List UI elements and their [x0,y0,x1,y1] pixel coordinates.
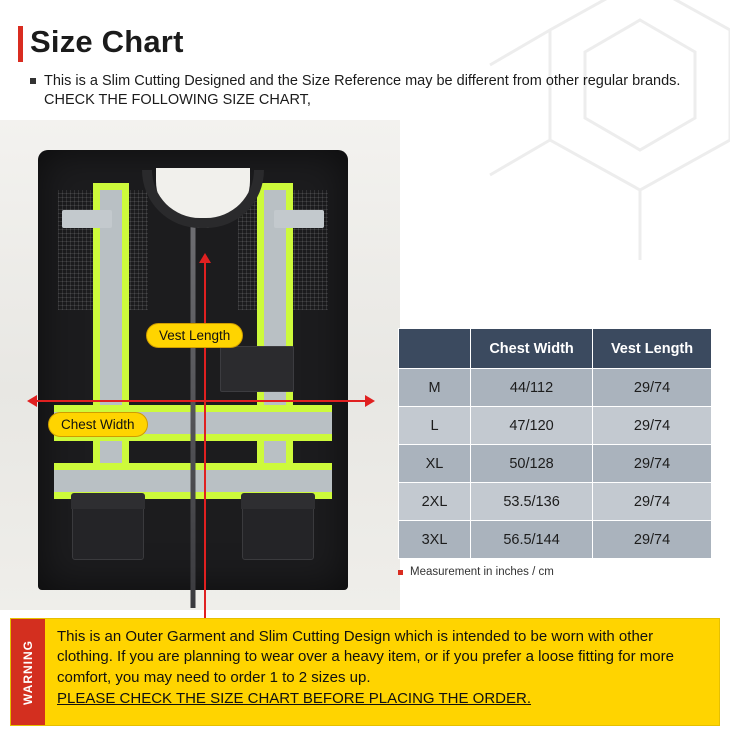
vest-length-label: Vest Length [146,323,243,348]
cell-chest-width: 50/128 [471,445,593,483]
cell-size: XL [399,445,471,483]
size-table [398,328,712,559]
pocket-flap-right [241,493,315,509]
cell-vest-length: 29/74 [593,407,712,445]
measurement-note-text: Measurement in inches / cm [410,566,554,578]
warning-body [45,619,719,725]
cell-vest-length: 29/74 [593,483,712,521]
header-note [30,72,690,110]
cell-vest-length: 29/74 [593,369,712,407]
shoulder-tab-left [62,210,112,228]
table-header-row [399,329,712,369]
cell-chest-width: 53.5/136 [471,483,593,521]
table-row [399,521,712,559]
warning-label-text: WARNING [21,639,35,705]
table-header-size [399,329,471,369]
pocket-flap-left [71,493,145,509]
table-row [399,445,712,483]
cell-size: M [399,369,471,407]
warning-line-1: This is an Outer Garment and Slim Cutting Design which is intended to be worn with other clothing. If you are planning to wear over a heavy item, or if you prefer a loose fitting for more comfort, you may need to order 1 to 2 sizes up. [57,628,674,686]
chest-width-arrow [36,400,366,402]
note-square-icon [398,570,403,575]
front-zipper [191,220,196,608]
table-row [399,407,712,445]
safety-vest-illustration [28,130,358,600]
cell-chest-width: 44/112 [471,369,593,407]
cell-vest-length: 29/74 [593,521,712,559]
lower-pocket-left [72,502,144,560]
cell-size: 2XL [399,483,471,521]
background-hexagon-decoration [400,0,730,330]
header-note-text: This is a Slim Cutting Designed and the Size Reference may be different from other regular brands. CHECK THE FOLLOWING SIZE CHART, [44,73,681,109]
table-header-chest-width: Chest Width [471,329,593,369]
vest-body [38,150,348,590]
chest-width-label: Chest Width [48,412,148,437]
table-header-vest-length: Vest Length [593,329,712,369]
title-accent-bar [18,26,23,62]
cell-chest-width: 56.5/144 [471,521,593,559]
lower-pocket-right [242,502,314,560]
cell-vest-length: 29/74 [593,445,712,483]
product-photo [0,120,400,610]
warning-banner [10,618,720,726]
table-row [399,369,712,407]
bullet-square-icon [30,78,36,84]
shoulder-tab-right [274,210,324,228]
warning-line-2: PLEASE CHECK THE SIZE CHART BEFORE PLACING THE ORDER. [57,690,532,708]
page-title: Size Chart [30,24,184,59]
size-table-wrapper [398,328,712,578]
warning-label [11,619,45,725]
chest-pocket [220,346,294,392]
cell-size: 3XL [399,521,471,559]
cell-chest-width: 47/120 [471,407,593,445]
cell-size: L [399,407,471,445]
measurement-note [398,566,712,578]
table-row [399,483,712,521]
